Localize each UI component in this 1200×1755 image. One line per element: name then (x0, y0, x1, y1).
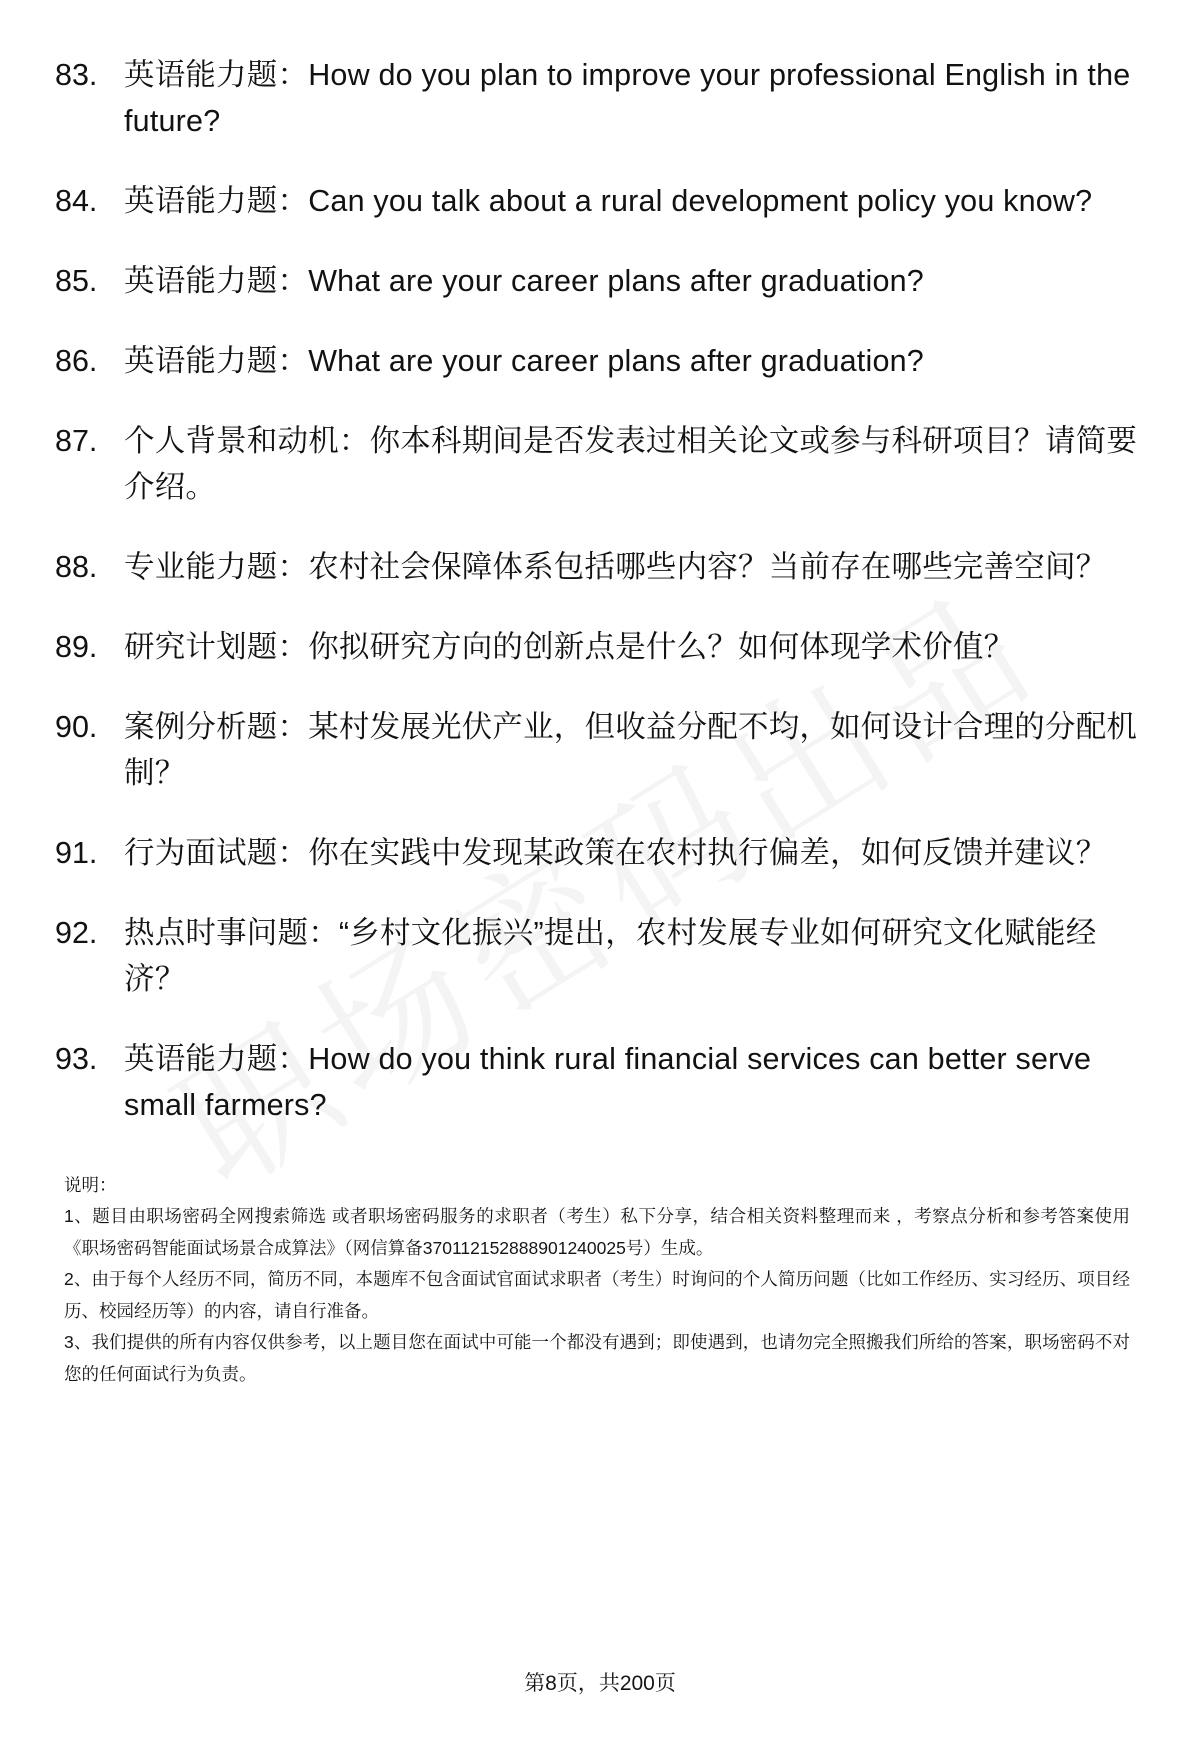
notes-item: 1、题目由职场密码全网搜索筛选 或者职场密码服务的求职者（考生）私下分享，结合相关资料整理而来 ，考察点分析和参考答案使用《职场密码智能面试场景合成算法》（网信算备370112152888901240025号）生成。 (64, 1206, 1130, 1258)
question-text: 英语能力题：What are your career plans after graduation? (124, 344, 924, 378)
question-item (52, 418, 1138, 510)
question-number: 93. (55, 1042, 98, 1076)
question-item (52, 624, 1138, 670)
question-number: 92. (55, 916, 98, 950)
question-item (52, 52, 1138, 144)
question-text: 英语能力题：What are your career plans after graduation? (124, 264, 924, 298)
question-item (52, 258, 1138, 304)
question-number: 84. (55, 184, 98, 218)
notes-title: 说明： (64, 1175, 117, 1195)
question-number: 90. (55, 710, 98, 744)
question-text: 专业能力题：农村社会保障体系包括哪些内容？当前存在哪些完善空间？ (124, 550, 1107, 584)
notes-section (52, 1170, 1138, 1390)
notes-item: 2、由于每个人经历不同，简历不同，本题库不包含面试官面试求职者（考生）时询问的个人简历问题（比如工作经历、实习经历、项目经历、校园经历等）的内容，请自行准备。 (64, 1269, 1130, 1321)
question-number: 87. (55, 424, 98, 458)
notes-item: 3、我们提供的所有内容仅供参考，以上题目您在面试中可能一个都没有遇到；即使遇到，也请勿完全照搬我们所给的答案，职场密码不对您的任何面试行为负责。 (64, 1332, 1130, 1384)
question-item (52, 1036, 1138, 1128)
question-number: 88. (55, 550, 98, 584)
question-item (52, 704, 1138, 796)
question-number: 89. (55, 630, 98, 664)
question-text: 英语能力题：How do you plan to improve your professional English in the future? (124, 58, 1131, 138)
question-number: 91. (55, 836, 98, 870)
question-text: 行为面试题：你在实践中发现某政策在农村执行偏差，如何反馈并建议？ (124, 836, 1107, 870)
question-number: 83. (55, 58, 98, 92)
question-text: 英语能力题：Can you talk about a rural development policy you know? (124, 184, 1093, 218)
question-text: 热点时事问题：“乡村文化振兴”提出，农村发展专业如何研究文化赋能经济？ (124, 916, 1097, 996)
question-number: 86. (55, 344, 98, 378)
question-text: 研究计划题：你拟研究方向的创新点是什么？如何体现学术价值？ (124, 630, 1015, 664)
question-item (52, 910, 1138, 1002)
question-item (52, 544, 1138, 590)
question-item (52, 338, 1138, 384)
page-footer: 第8页，共200页 (524, 1672, 676, 1695)
question-text: 英语能力题：How do you think rural financial services can better serve small farmers? (124, 1042, 1092, 1122)
question-list (52, 52, 1138, 1128)
question-text: 案例分析题：某村发展光伏产业，但收益分配不均，如何设计合理的分配机制？ (124, 710, 1138, 790)
question-number: 85. (55, 264, 98, 298)
question-item (52, 178, 1138, 224)
question-text: 个人背景和动机：你本科期间是否发表过相关论文或参与科研项目？请简要介绍。 (124, 424, 1138, 504)
question-item (52, 830, 1138, 876)
